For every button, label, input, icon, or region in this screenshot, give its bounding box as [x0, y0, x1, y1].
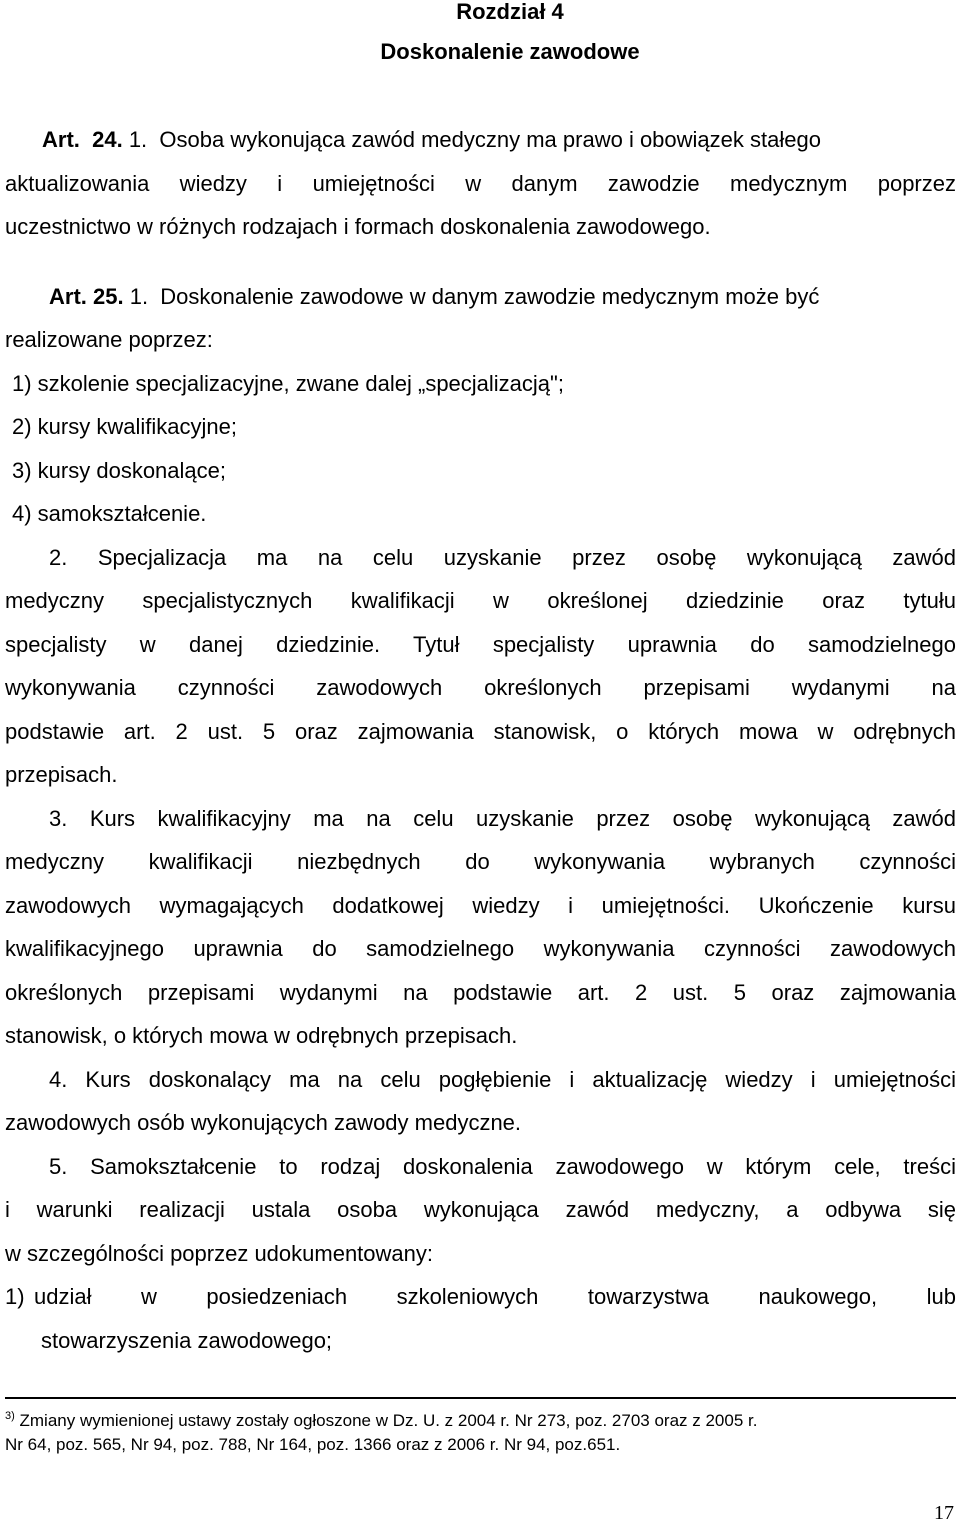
art24-line-1-text: 1. Osoba wykonująca zawód medyczny ma prawo i obowiązek stałego — [122, 127, 821, 152]
art25-p4-line-1: 4. Kurs doskonalący ma na celu pogłębienie i aktualizację wiedzy i umiejętności — [49, 1067, 956, 1092]
art25-item-2: 2) kursy kwalifikacyjne; — [12, 414, 237, 439]
art25-p2-line-6: przepisach. — [5, 762, 118, 787]
art25-line-1-text: 1. Doskonalenie zawodowe w danym zawodzie medycznym może być — [123, 284, 820, 309]
art25-p5-sub-line-2: stowarzyszenia zawodowego; — [41, 1328, 333, 1353]
art25-line-1 — [49, 283, 819, 311]
footnote-line-1 — [5, 1410, 757, 1432]
footnote-text-1: Zmiany wymienionej ustawy zostały ogłoszone w Dz. U. z 2004 r. Nr 273, poz. 2703 oraz z 2005 r. — [14, 1411, 758, 1430]
footnote-marker: 3) — [5, 1410, 15, 1422]
art25-item-3: 3) kursy doskonalące; — [12, 458, 226, 483]
footnote-separator — [5, 1397, 956, 1399]
art25-p3-line-1: 3. Kurs kwalifikacyjny ma na celu uzyskanie przez osobę wykonującą zawód — [49, 806, 956, 831]
art25-p4-line-2: zawodowych osób wykonujących zawody medyczne. — [5, 1110, 522, 1135]
art25-item-4: 4) samokształcenie. — [12, 501, 207, 526]
art24-label: Art. 24. — [42, 127, 123, 152]
art25-p3-line-5: określonych przepisami wydanymi na podstawie art. 2 ust. 5 oraz zajmowania — [5, 980, 956, 1005]
art25-p2-line-4: wykonywania czynności zawodowych określonych przepisami wydanymi na — [5, 675, 956, 700]
art24-line-3: uczestnictwo w różnych rodzajach i formach doskonalenia zawodowego. — [5, 214, 711, 239]
art25-label: Art. 25. — [49, 284, 124, 309]
art25-p3-line-4: kwalifikacyjnego uprawnia do samodzielnego wykonywania czynności zawodowych — [5, 936, 956, 961]
art25-p5-line-3: w szczególności poprzez udokumentowany: — [5, 1241, 434, 1266]
art24-line-1 — [42, 126, 821, 154]
art25-p2-line-5: podstawie art. 2 ust. 5 oraz zajmowania stanowisk, o których mowa w odrębnych — [5, 719, 956, 744]
art25-p3-line-3: zawodowych wymagających dodatkowej wiedzy i umiejętności. Ukończenie kursu — [5, 893, 956, 918]
art25-line-2: realizowane poprzez: — [5, 327, 213, 352]
art25-item-1: 1) szkolenie specjalizacyjne, zwane dalej „specjalizacją"; — [12, 371, 564, 396]
art25-p5-line-2: i warunki realizacji ustala osoba wykonująca zawód medyczny, a odbywa się — [5, 1197, 956, 1222]
footnote-line-2: Nr 64, poz. 565, Nr 94, poz. 788, Nr 164, poz. 1366 oraz z 2006 r. Nr 94, poz.651. — [5, 1435, 621, 1454]
art25-p3-line-6: stanowisk, o których mowa w odrębnych przepisach. — [5, 1023, 518, 1048]
art25-p5-sub-line-1: udział w posiedzeniach szkoleniowych towarzystwa naukowego, lub — [34, 1284, 956, 1309]
art25-p2-line-3: specjalisty w danej dziedzinie. Tytuł specjalisty uprawnia do samodzielnego — [5, 632, 956, 657]
art24-line-2: aktualizowania wiedzy i umiejętności w danym zawodzie medycznym poprzez — [5, 171, 956, 196]
chapter-number: Rozdział 4 — [456, 0, 564, 24]
art25-p5-line-1: 5. Samokształcenie to rodzaj doskonalenia zawodowego w którym cele, treści — [49, 1154, 956, 1179]
art25-p2-line-2: medyczny specjalistycznych kwalifikacji w określonej dziedzinie oraz tytułu — [5, 588, 956, 613]
page-number: 17 — [934, 1502, 954, 1524]
chapter-title: Doskonalenie zawodowe — [380, 39, 640, 64]
art25-p5-sub-number: 1) — [5, 1284, 25, 1309]
art25-p2-line-1: 2. Specjalizacja ma na celu uzyskanie przez osobę wykonującą zawód — [49, 545, 956, 570]
art25-p3-line-2: medyczny kwalifikacji niezbędnych do wykonywania wybranych czynności — [5, 849, 956, 874]
